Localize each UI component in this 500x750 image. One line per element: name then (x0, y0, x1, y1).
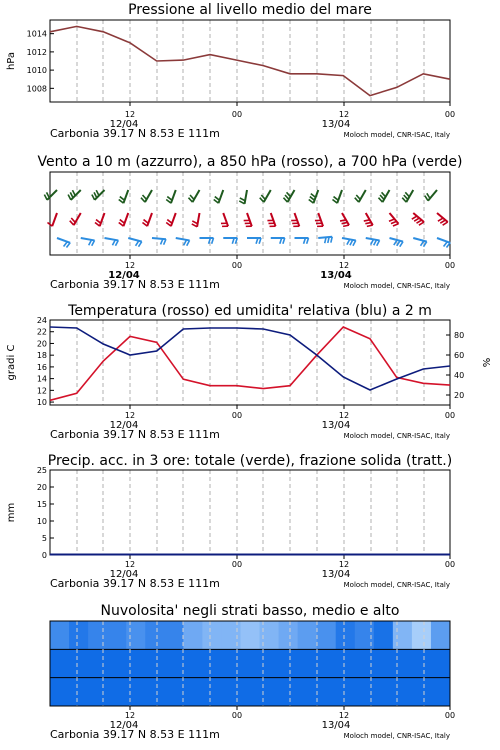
y2-tick-label: 60 (454, 351, 465, 360)
wind-barb-1 (166, 213, 176, 226)
cloud-cell-alto (317, 621, 337, 649)
y-axis-label: hPa (6, 51, 17, 71)
barb-flag (380, 195, 384, 199)
barb-flag (421, 241, 424, 246)
cloud-cell-medio (336, 649, 356, 677)
cloud-cell-basso (50, 678, 70, 706)
barb-flag (378, 198, 382, 202)
cloud-cell-alto (298, 621, 318, 649)
cloud-cell-alto (431, 621, 451, 649)
barb-shaft (176, 238, 190, 240)
y-tick-label: 14 (36, 374, 47, 384)
cloud-cell-alto (240, 621, 260, 649)
cloud-cell-alto (164, 621, 184, 649)
plot-frame (50, 470, 450, 555)
wind-barb-1 (291, 213, 299, 226)
model-credit: Moloch model, CNR-ISAC, Italy (343, 282, 450, 290)
barb-flag (391, 221, 397, 223)
wind-barb-2 (413, 238, 427, 247)
barb-shaft (52, 213, 57, 226)
x-tick-label: 00 (444, 560, 456, 569)
cloud-cell-medio (69, 649, 89, 677)
barb-flag (139, 242, 142, 247)
barb-flag (167, 197, 172, 201)
barb-flag (400, 242, 403, 247)
wind-barb-2 (271, 238, 285, 244)
wind-barb-0 (188, 190, 199, 202)
barb-flag (355, 198, 359, 202)
y-tick-label: 1008 (26, 84, 47, 94)
cloud-cell-medio (317, 649, 337, 677)
barb-shaft (437, 238, 450, 243)
cloud-cell-basso (69, 678, 89, 706)
cloud-cell-alto (145, 621, 165, 649)
y-tick-label: 0 (41, 551, 47, 560)
x-tick-label: 00 (231, 110, 243, 119)
wind-barb-1 (340, 213, 349, 226)
location-label: Carbonia 39.17 N 8.53 E 111m (50, 728, 220, 741)
y-tick-label: 20 (36, 339, 47, 349)
wind-barb-0 (119, 190, 129, 203)
barb-flag (405, 192, 409, 196)
cloud-cell-medio (88, 649, 108, 677)
barb-flag (332, 199, 337, 203)
date-label: 13/04 (321, 569, 351, 580)
barb-shaft (147, 213, 152, 226)
cloud-cell-basso (317, 678, 337, 706)
barb-flag (192, 221, 197, 224)
barb-flag (427, 193, 430, 198)
barb-shaft (145, 190, 152, 202)
barb-flag (310, 197, 315, 201)
cloud-cell-alto (393, 621, 413, 649)
barb-flag (283, 198, 287, 202)
panel-precip (6, 453, 455, 590)
wind-barb-0 (68, 190, 81, 200)
cloud-cell-basso (221, 678, 241, 706)
barb-flag (167, 220, 172, 224)
wind-barb-2 (152, 238, 166, 245)
cloud-cell-basso (202, 678, 222, 706)
cloud-cell-basso (145, 678, 165, 706)
barb-shaft (218, 190, 223, 203)
panel-title: Nuvolosita' negli strati basso, medio e alto (100, 603, 400, 619)
barb-flag (367, 225, 373, 226)
barb-shaft (152, 238, 166, 239)
cloud-cell-medio (374, 649, 394, 677)
panel-wind (37, 154, 462, 291)
location-label: Carbonia 39.17 N 8.53 E 111m (50, 428, 220, 441)
barb-shaft (359, 190, 366, 202)
y-tick-label: 25 (36, 466, 47, 475)
wind-barb-1 (70, 213, 81, 225)
wind-barb-0 (283, 190, 294, 202)
x-tick-label: 12 (124, 261, 136, 270)
barb-shaft (81, 238, 95, 240)
cloud-cell-alto (126, 621, 146, 649)
x-tick-label: 00 (444, 110, 456, 119)
barb-flag (334, 197, 339, 201)
barb-flag (356, 195, 360, 199)
barb-flag (444, 242, 448, 247)
date-label: 13/04 (321, 420, 351, 431)
cloud-cell-basso (260, 678, 280, 706)
barb-flag (89, 240, 92, 245)
cloud-cell-medio (145, 649, 165, 677)
x-tick-label: 12 (338, 411, 350, 420)
y2-axis-label: % (482, 357, 493, 368)
barb-flag (374, 240, 377, 245)
wind-barb-2 (105, 238, 119, 246)
cloud-cell-basso (336, 678, 356, 706)
wind-barb-2 (57, 238, 70, 248)
barb-flag (44, 195, 47, 200)
barb-flag (184, 240, 187, 245)
barb-flag (215, 197, 220, 201)
barb-flag (214, 199, 219, 203)
barb-flag (96, 190, 99, 195)
x-tick-label: 12 (338, 261, 350, 270)
panel-title: Pressione al livello medio del mare (128, 2, 372, 18)
barb-flag (120, 220, 125, 224)
barb-shaft (123, 190, 128, 203)
barb-flag (70, 192, 73, 197)
cloud-cell-alto (279, 621, 299, 649)
wind-barb-0 (260, 190, 271, 202)
x-tick-label: 12 (124, 110, 136, 119)
barb-flag (382, 192, 386, 196)
date-label: 13/04 (321, 720, 351, 731)
cloud-cell-medio (298, 649, 318, 677)
cloud-cell-basso (374, 678, 394, 706)
barb-flag (365, 222, 371, 223)
location-label: Carbonia 39.17 N 8.53 E 111m (50, 278, 220, 291)
wind-barb-1 (315, 213, 323, 226)
barb-shaft (428, 190, 437, 201)
wind-barb-2 (81, 238, 95, 246)
wind-barb-2 (295, 238, 309, 244)
x-tick-label: 00 (444, 261, 456, 270)
barb-flag (115, 240, 118, 245)
barb-flag (438, 218, 443, 221)
x-tick-label: 12 (124, 560, 136, 569)
wind-barb-1 (437, 213, 448, 225)
barb-flag (141, 198, 145, 202)
x-tick-label: 12 (338, 560, 350, 569)
y2-tick-label: 80 (454, 331, 465, 340)
barb-shaft (264, 190, 271, 202)
wind-barb-1 (119, 213, 129, 226)
barb-flag (414, 218, 419, 221)
wind-barb-0 (214, 190, 224, 203)
barb-flag (143, 195, 147, 199)
barb-flag (393, 224, 399, 226)
barb-flag (412, 216, 417, 219)
barb-shaft (105, 238, 119, 240)
barb-flag (119, 222, 124, 226)
model-credit: Moloch model, CNR-ISAC, Italy (343, 732, 450, 740)
barb-flag (377, 240, 380, 245)
barb-flag (443, 222, 448, 225)
cloud-cell-medio (164, 649, 184, 677)
panel-pressure (6, 2, 455, 140)
panel-title: Precip. acc. in 3 ore: totale (verde), frazione solida (tratt.) (47, 453, 453, 469)
humidity-line (50, 327, 450, 390)
barb-shaft (223, 213, 228, 226)
barb-flag (94, 192, 97, 197)
x-tick-label: 12 (124, 411, 136, 420)
cloud-cell-medio (202, 649, 222, 677)
location-label: Carbonia 39.17 N 8.53 E 111m (50, 127, 220, 140)
barb-flag (92, 240, 95, 245)
barb-flag (188, 198, 192, 202)
barb-flag (260, 198, 264, 202)
barb-flag (425, 196, 428, 201)
barb-flag (166, 222, 171, 226)
barb-shaft (193, 190, 200, 202)
y-axis-label: mm (6, 502, 17, 523)
cloud-cell-basso (393, 678, 413, 706)
cloud-cell-basso (240, 678, 260, 706)
barb-flag (347, 239, 350, 244)
wind-barb-0 (332, 190, 342, 203)
x-tick-label: 00 (444, 411, 456, 420)
y-tick-label: 10 (36, 517, 47, 526)
barb-shaft (197, 213, 199, 227)
date-label: 13/04 (321, 119, 351, 130)
model-credit: Moloch model, CNR-ISAC, Italy (343, 131, 450, 139)
barb-flag (402, 198, 406, 202)
barb-flag (404, 195, 408, 199)
cloud-cell-medio (279, 649, 299, 677)
cloud-cell-basso (88, 678, 108, 706)
wind-barb-2 (318, 237, 332, 243)
cloud-cell-alto (69, 621, 89, 649)
barb-flag (353, 240, 356, 245)
cloud-cell-alto (221, 621, 241, 649)
barb-shaft (337, 190, 342, 203)
barb-flag (66, 243, 70, 248)
cloud-cell-basso (412, 678, 432, 706)
wind-barb-0 (402, 190, 413, 202)
cloud-cell-alto (183, 621, 203, 649)
barb-shaft (100, 213, 105, 226)
y-tick-label: 20 (36, 483, 47, 492)
barb-shaft (245, 190, 247, 204)
wind-barb-1 (192, 213, 200, 227)
x-tick-label: 00 (231, 411, 243, 420)
cloud-cell-medio (412, 649, 432, 677)
barb-flag (119, 199, 124, 203)
model-credit: Moloch model, CNR-ISAC, Italy (343, 432, 450, 440)
wind-barb-1 (267, 213, 275, 226)
wind-barb-1 (244, 213, 252, 226)
cloud-cell-basso (298, 678, 318, 706)
y-tick-label: 16 (36, 362, 47, 372)
wind-barb-0 (166, 190, 176, 203)
barb-flag (417, 220, 422, 223)
barb-flag (350, 240, 353, 245)
wind-barb-1 (142, 213, 152, 226)
barb-flag (72, 190, 75, 195)
cloud-cell-alto (336, 621, 356, 649)
cloud-cell-medio (431, 649, 451, 677)
barb-flag (389, 219, 395, 221)
cloud-cell-alto (107, 621, 127, 649)
barb-flag (285, 195, 289, 199)
barb-flag (440, 220, 445, 223)
barb-flag (68, 195, 71, 200)
temperature-line (50, 327, 450, 400)
x-tick-label: 12 (124, 711, 136, 720)
wind-barb-0 (378, 190, 389, 202)
cloud-cell-basso (279, 678, 299, 706)
barb-shaft (123, 213, 128, 226)
date-label: 12/04 (109, 569, 139, 580)
barb-flag (343, 225, 349, 226)
y-tick-label: 1012 (26, 47, 47, 57)
wind-barb-2 (366, 238, 380, 246)
y-tick-label: 5 (41, 534, 47, 543)
wind-barb-0 (425, 190, 437, 201)
panel-temperature (6, 303, 493, 441)
y-tick-label: 15 (36, 500, 47, 509)
y-tick-label: 22 (36, 327, 47, 337)
cloud-cell-basso (107, 678, 127, 706)
barb-shaft (171, 190, 176, 203)
barb-flag (71, 218, 75, 222)
barb-flag (120, 197, 125, 201)
barb-flag (95, 222, 100, 226)
barb-flag (64, 242, 68, 247)
barb-flag (136, 241, 139, 246)
wind-barb-1 (221, 213, 228, 226)
barb-flag (112, 240, 115, 245)
barb-flag (340, 220, 346, 221)
cloud-cell-basso (183, 678, 203, 706)
cloud-cell-medio (221, 649, 241, 677)
panel-title: Temperatura (rosso) ed umidita' relativa (blu) a 2 m (68, 303, 432, 319)
wind-barb-0 (239, 190, 247, 204)
y2-tick-label: 40 (454, 371, 465, 380)
cloud-cell-medio (107, 649, 127, 677)
x-tick-label: 00 (231, 261, 243, 270)
cloud-cell-medio (260, 649, 280, 677)
model-credit: Moloch model, CNR-ISAC, Italy (343, 581, 450, 589)
y-tick-label: 10 (36, 398, 47, 408)
y-tick-label: 1014 (26, 29, 47, 39)
wind-barb-2 (437, 238, 450, 248)
barb-shaft (171, 213, 176, 226)
cloud-cell-alto (374, 621, 394, 649)
cloud-cell-alto (88, 621, 108, 649)
barb-flag (342, 222, 348, 223)
cloud-cell-medio (393, 649, 413, 677)
barb-flag (144, 220, 149, 224)
date-label: 12/04 (109, 720, 139, 731)
cloud-cell-alto (50, 621, 70, 649)
x-tick-label: 00 (444, 711, 456, 720)
barb-flag (311, 194, 316, 198)
y-tick-label: 18 (36, 351, 47, 361)
cloud-cell-medio (183, 649, 203, 677)
barb-flag (192, 224, 197, 227)
location-label: Carbonia 39.17 N 8.53 E 111m (50, 577, 220, 590)
wind-barb-2 (223, 238, 237, 244)
barb-flag (70, 221, 74, 225)
panel-title: Vento a 10 m (azzurro), a 850 hPa (rosso), a 700 hPa (verde) (37, 154, 463, 170)
date-label: 13/04 (320, 270, 352, 281)
wind-barb-0 (355, 190, 366, 202)
cloud-cell-basso (126, 678, 146, 706)
wind-barb-1 (47, 213, 57, 226)
barb-flag (142, 222, 147, 226)
cloud-cell-basso (431, 678, 451, 706)
date-label: 12/04 (109, 119, 139, 130)
wind-barb-2 (200, 238, 214, 244)
cloud-cell-alto (202, 621, 222, 649)
x-tick-label: 00 (231, 711, 243, 720)
barb-flag (187, 240, 190, 245)
barb-flag (190, 195, 194, 199)
date-label: 12/04 (109, 420, 139, 431)
barb-shaft (128, 238, 142, 242)
x-tick-label: 12 (338, 711, 350, 720)
barb-flag (309, 199, 314, 203)
plot-frame (50, 320, 450, 405)
wind-barb-2 (390, 238, 404, 247)
x-tick-label: 12 (338, 110, 350, 119)
barb-flag (96, 220, 101, 224)
cloud-cell-alto (260, 621, 280, 649)
cloud-cell-basso (164, 678, 184, 706)
barb-flag (239, 201, 244, 204)
date-label: 12/04 (108, 270, 140, 281)
barb-shaft (413, 238, 427, 242)
wind-barb-0 (44, 190, 57, 200)
barb-flag (166, 199, 171, 203)
panel-cloud (50, 603, 455, 741)
y-tick-label: 1010 (26, 66, 47, 76)
x-tick-label: 00 (231, 560, 243, 569)
cloud-cell-medio (240, 649, 260, 677)
wind-barb-0 (141, 190, 152, 202)
wind-barb-1 (412, 213, 424, 225)
barb-flag (364, 220, 370, 221)
cloud-cell-medio (126, 649, 146, 677)
y2-tick-label: 20 (454, 391, 465, 400)
cloud-cell-medio (50, 649, 70, 677)
pressure-line (50, 26, 450, 95)
cloud-cell-alto (412, 621, 432, 649)
wind-barb-2 (247, 238, 261, 244)
barb-flag (240, 198, 245, 201)
y-axis-label: gradi C (6, 344, 17, 381)
barb-flag (92, 195, 95, 200)
barb-flag (419, 222, 424, 225)
y-tick-label: 24 (36, 316, 47, 325)
barb-flag (47, 192, 50, 197)
barb-shaft (57, 238, 70, 243)
y-tick-label: 12 (36, 386, 47, 396)
